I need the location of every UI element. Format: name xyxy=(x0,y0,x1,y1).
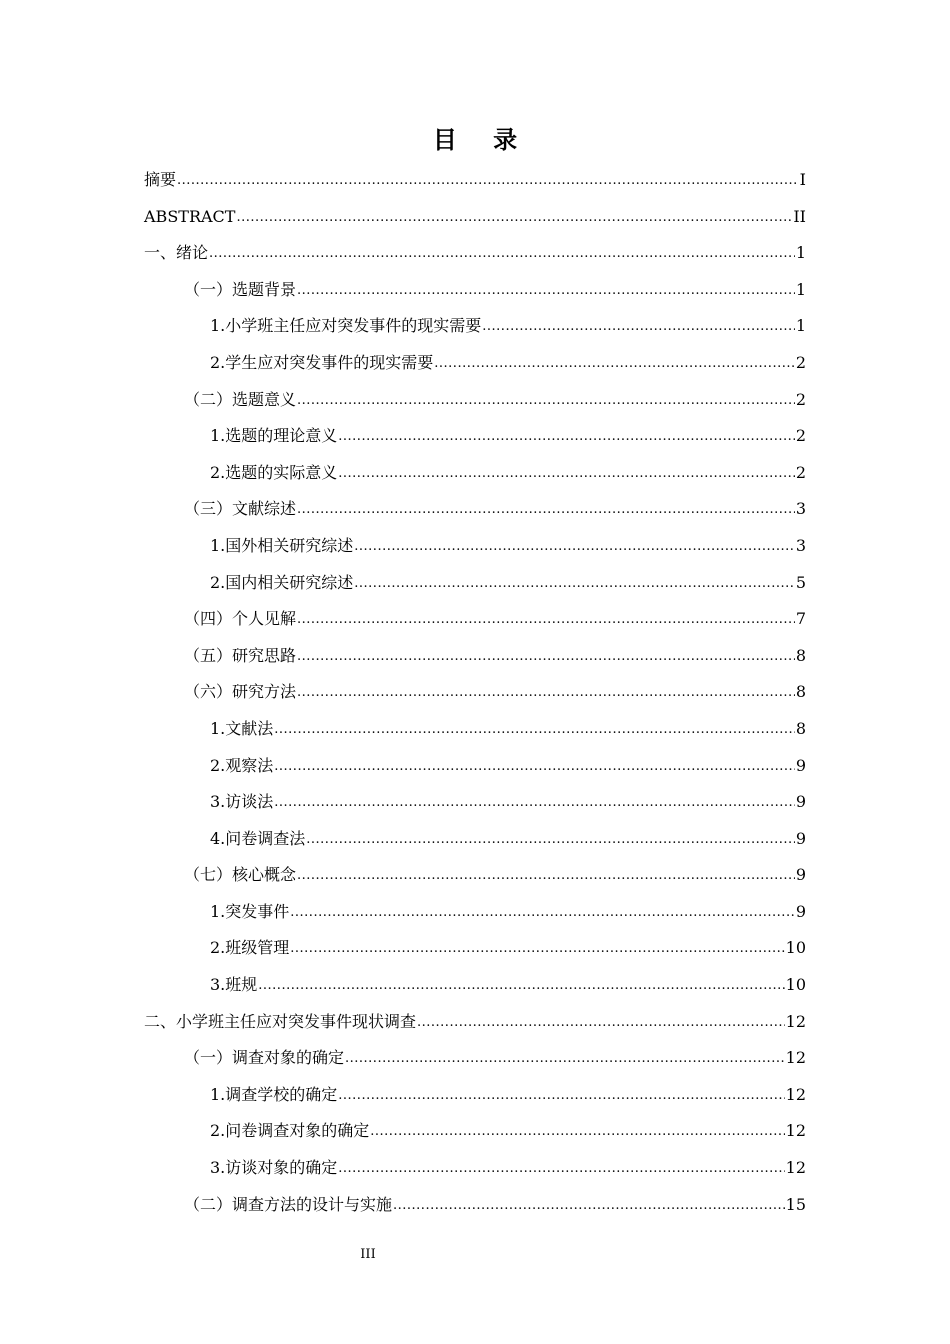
toc-entry[interactable] xyxy=(144,345,806,382)
toc-entry[interactable] xyxy=(144,638,806,675)
toc-dot-leader xyxy=(370,1114,784,1151)
toc-entry-label: 3.访谈法 xyxy=(210,792,274,812)
toc-entry-label: 2.观察法 xyxy=(210,755,274,775)
toc-entry-page: 3 xyxy=(795,535,806,555)
toc-entry-label: （二）调查方法的设计与实施 xyxy=(184,1194,393,1214)
toc-dot-leader xyxy=(417,1005,785,1042)
toc-dot-leader xyxy=(297,492,795,529)
toc-entry-label: （一）调查对象的确定 xyxy=(184,1048,345,1068)
toc-entry-label: 1.国外相关研究综述 xyxy=(210,535,354,555)
toc-entry-page: 2 xyxy=(795,352,806,372)
toc-dot-leader xyxy=(258,968,784,1005)
toc-entry-label: （一）选题背景 xyxy=(184,279,297,299)
toc-entry-page: 2 xyxy=(795,389,806,409)
toc-entry-label: 二、小学班主任应对突发事件现状调查 xyxy=(144,1011,417,1031)
toc-dot-leader xyxy=(354,529,795,566)
toc-entry[interactable] xyxy=(144,565,806,602)
toc-dot-leader xyxy=(338,456,795,493)
toc-entry[interactable] xyxy=(144,308,806,345)
toc-entry-label: 2.学生应对突发事件的现实需要 xyxy=(210,352,434,372)
toc-dot-leader xyxy=(236,200,792,237)
toc-entry[interactable] xyxy=(144,418,806,455)
toc-dot-leader xyxy=(297,602,795,639)
toc-entry-label: ABSTRACT xyxy=(144,206,236,226)
toc-entry-page: 2 xyxy=(795,426,806,446)
toc-entry-page: 9 xyxy=(795,901,806,921)
toc-entry-page: 9 xyxy=(795,865,806,885)
toc-entry[interactable] xyxy=(144,528,806,565)
toc-entry-page: 12 xyxy=(785,1084,806,1104)
toc-dot-leader xyxy=(297,639,795,676)
toc-entry-label: 摘要 xyxy=(144,170,177,189)
toc-entry-page: 1 xyxy=(795,316,806,336)
toc-entry-label: （三）文献综述 xyxy=(184,499,297,519)
toc-entry-page: 1 xyxy=(795,279,806,299)
toc-entry[interactable] xyxy=(144,455,806,492)
toc-dot-leader xyxy=(297,383,795,420)
toc-entry[interactable] xyxy=(144,162,806,199)
toc-entry-page: 8 xyxy=(795,645,806,665)
toc-entry-page: 9 xyxy=(795,755,806,775)
toc-entry-label: 2.选题的实际意义 xyxy=(210,462,338,482)
toc-entry[interactable] xyxy=(144,821,806,858)
toc-entry-page: 1 xyxy=(795,243,806,263)
toc-entry[interactable] xyxy=(144,1040,806,1077)
toc-entry-page: 12 xyxy=(785,1011,806,1031)
toc-dot-leader xyxy=(177,163,799,200)
toc-list xyxy=(144,162,806,1223)
toc-entry-label: 一、绪论 xyxy=(144,243,209,263)
toc-dot-leader xyxy=(338,419,795,456)
toc-entry[interactable] xyxy=(144,601,806,638)
toc-entry-page: 8 xyxy=(795,718,806,738)
toc-entry-page: 9 xyxy=(795,828,806,848)
toc-entry[interactable] xyxy=(144,930,806,967)
toc-entry[interactable] xyxy=(144,711,806,748)
toc-entry-page: 9 xyxy=(795,792,806,812)
toc-dot-leader xyxy=(297,273,795,310)
toc-entry[interactable] xyxy=(144,784,806,821)
toc-title: 目 录 xyxy=(432,126,532,154)
toc-dot-leader xyxy=(274,785,795,822)
toc-dot-leader xyxy=(354,566,795,603)
toc-entry-page: 7 xyxy=(795,609,806,629)
toc-entry-label: 1.小学班主任应对突发事件的现实需要 xyxy=(210,316,482,336)
toc-entry-page: I xyxy=(799,170,806,189)
toc-entry[interactable] xyxy=(144,894,806,931)
toc-entry[interactable] xyxy=(144,857,806,894)
toc-entry[interactable] xyxy=(144,491,806,528)
toc-entry[interactable] xyxy=(144,674,806,711)
toc-entry-label: 3.访谈对象的确定 xyxy=(210,1158,338,1178)
toc-entry-label: （七）核心概念 xyxy=(184,865,297,885)
toc-entry-page: 3 xyxy=(795,499,806,519)
toc-dot-leader xyxy=(482,309,795,346)
toc-entry-page: 10 xyxy=(785,975,806,995)
toc-entry-label: （四）个人见解 xyxy=(184,609,297,629)
toc-dot-leader xyxy=(338,1078,784,1115)
toc-entry[interactable] xyxy=(144,1004,806,1041)
toc-entry-label: 1.文献法 xyxy=(210,718,274,738)
toc-entry[interactable] xyxy=(144,1113,806,1150)
toc-entry-label: 2.问卷调查对象的确定 xyxy=(210,1121,370,1141)
toc-dot-leader xyxy=(345,1041,785,1078)
toc-entry[interactable] xyxy=(144,235,806,272)
toc-entry[interactable] xyxy=(144,199,806,236)
toc-entry-page: 12 xyxy=(785,1158,806,1178)
toc-entry-label: 1.选题的理论意义 xyxy=(210,426,338,446)
toc-entry-page: 10 xyxy=(785,938,806,958)
toc-dot-leader xyxy=(306,822,795,859)
toc-entry-page: 5 xyxy=(795,572,806,592)
toc-entry[interactable] xyxy=(144,748,806,785)
toc-dot-leader xyxy=(434,346,795,383)
toc-entry-page: 12 xyxy=(785,1048,806,1068)
toc-entry-label: （二）选题意义 xyxy=(184,389,297,409)
toc-entry-label: 3.班规 xyxy=(210,975,258,995)
toc-entry-page: 15 xyxy=(785,1194,806,1214)
toc-entry[interactable] xyxy=(144,967,806,1004)
toc-entry-label: 2.国内相关研究综述 xyxy=(210,572,354,592)
toc-entry[interactable] xyxy=(144,272,806,309)
toc-entry-page: 2 xyxy=(795,462,806,482)
toc-entry-label: （五）研究思路 xyxy=(184,645,297,665)
toc-entry-page: 8 xyxy=(795,682,806,702)
toc-entry[interactable] xyxy=(144,382,806,419)
toc-entry[interactable] xyxy=(144,1150,806,1187)
toc-entry-label: 2.班级管理 xyxy=(210,938,290,958)
toc-entry-page: 12 xyxy=(785,1121,806,1141)
toc-dot-leader xyxy=(274,749,795,786)
toc-entry-label: （六）研究方法 xyxy=(184,682,297,702)
toc-entry-label: 1.调查学校的确定 xyxy=(210,1084,338,1104)
toc-entry-label: 1.突发事件 xyxy=(210,901,290,921)
toc-dot-leader xyxy=(393,1188,785,1225)
toc-entry[interactable] xyxy=(144,1187,806,1224)
toc-entry-label: 4.问卷调查法 xyxy=(210,828,306,848)
toc-dot-leader xyxy=(290,931,784,968)
toc-dot-leader xyxy=(297,858,795,895)
toc-dot-leader xyxy=(338,1151,784,1188)
page-number: III xyxy=(360,1247,376,1262)
toc-entry-page: II xyxy=(793,206,806,226)
toc-dot-leader xyxy=(274,712,795,749)
toc-dot-leader xyxy=(297,675,795,712)
toc-entry[interactable] xyxy=(144,1077,806,1114)
toc-dot-leader xyxy=(290,895,795,932)
toc-dot-leader xyxy=(209,236,795,273)
